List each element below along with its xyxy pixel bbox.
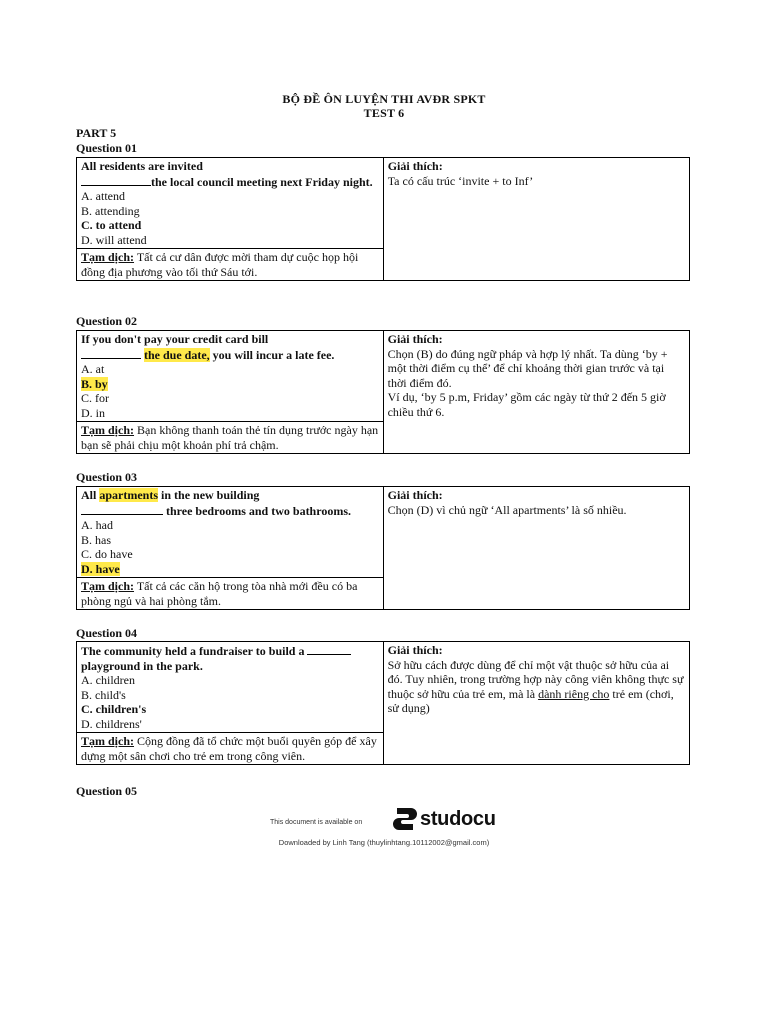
stem-text: playground in the park.: [81, 658, 203, 673]
answer-blank: [307, 643, 351, 655]
stem-text: the local council meeting next Friday night.: [151, 174, 373, 189]
correct-answer-text: B. by: [81, 376, 108, 391]
explanation-cell: [383, 331, 689, 454]
question-label: Question 01: [76, 141, 138, 155]
question-table: [76, 486, 690, 610]
question-stem: [81, 643, 379, 673]
underlined-text: dành riêng cho: [538, 686, 610, 701]
question-label: Question 05: [76, 784, 138, 798]
question-stem: [81, 488, 379, 518]
translation-cell: [77, 733, 384, 765]
translation-label: Tạm dịch:: [81, 579, 135, 593]
question-label: Question 03: [76, 470, 138, 484]
translation-text: Tất cả các căn hộ trong tòa nhà mới đều có ba phòng ngủ và hai phòng tắm.: [81, 579, 358, 608]
translation-text: Bạn không thanh toán thẻ tín dụng trước ngày hạn bạn sẽ phải chịu một khoản phí trả chậm.: [81, 423, 379, 452]
question-stem-cell: [77, 642, 384, 733]
translation-label: Tạm dịch:: [81, 734, 135, 748]
explanation-example: Ví dụ, ‘by 5 p.m, Friday’ gồm các ngày từ thứ 2 đến 5 giờ chiều thứ 6.: [387, 390, 666, 419]
option: B. child's: [81, 687, 126, 702]
explanation-cell: [383, 158, 689, 281]
explanation-label: Giải thích:: [387, 488, 443, 502]
explanation-text-part: Sở hữu cách được dùng để chỉ một vật thuộc sở hữu của ai đó. Tuy nhiên, trong trường hợp này công viên không thực sự thuộc sở hữu của trẻ em, mà là: [387, 657, 684, 701]
stem-text: If you don't pay your credit card bill: [81, 332, 269, 346]
option-correct: [81, 377, 379, 392]
explanation-text: [388, 658, 685, 716]
answer-blank: [81, 174, 151, 186]
document-title: BỘ ĐỀ ÔN LUYỆN THI AVĐR SPKT: [282, 92, 486, 106]
option-correct: [81, 562, 379, 577]
option-correct: C. children's: [81, 702, 147, 716]
stem-text: The community held a fundraiser to build a: [81, 644, 305, 658]
highlighted-text: the due date,: [144, 347, 210, 362]
studocu-logo-icon: [393, 806, 417, 832]
question-stem-cell: [77, 331, 384, 422]
answer-blank: [81, 347, 141, 359]
option: A. children: [81, 673, 135, 687]
explanation-text: Ta có cấu trúc ‘invite + to Inf’: [387, 173, 534, 188]
option: D. in: [81, 405, 105, 420]
available-on-text: This document is available on: [270, 819, 363, 826]
explanation-text-part: trẻ em (chơi, sử dụng): [387, 686, 674, 715]
stem-text: in the new building: [161, 488, 260, 502]
question-label: Question 04: [76, 626, 138, 640]
explanation-cell: [383, 487, 689, 610]
question-table: [76, 330, 690, 454]
translation-cell: [77, 578, 384, 610]
option: D. will attend: [81, 232, 147, 247]
option-correct: C. to attend: [81, 218, 142, 232]
option: B. has: [81, 532, 111, 547]
question-stem: [81, 332, 379, 362]
explanation-text: Chọn (B) do đúng ngữ pháp và hợp lý nhất. Ta dùng ‘by + một thời điểm cụ thể’ để chỉ khoảng thời gian trước và tại thời điểm đó.: [387, 346, 668, 390]
stem-text: you will incur a late fee.: [212, 347, 335, 362]
question-label: Question 02: [76, 314, 138, 328]
explanation-text: Chọn (D) vì chủ ngữ ‘All apartments’ là số nhiều.: [387, 502, 627, 517]
translation-cell: [77, 249, 384, 281]
part-label: PART 5: [76, 126, 117, 140]
highlighted-text: apartments: [99, 488, 159, 502]
question-table: [76, 641, 690, 765]
translation-text: Tất cả cư dân được mời tham dự cuộc họp hội đồng địa phương vào tối thứ Sáu tới.: [81, 250, 359, 279]
correct-answer-text: D. have: [81, 561, 120, 576]
question-table: [76, 157, 690, 281]
stem-text: three bedrooms and two bathrooms.: [166, 503, 352, 518]
question-stem: [81, 159, 379, 189]
downloaded-by-text: Downloaded by Linh Tang (thuylinhtang.10112002@gmail.com): [278, 838, 490, 847]
explanation-cell: [383, 642, 689, 765]
question-stem-cell: [77, 158, 384, 249]
translation-label: Tạm dịch:: [81, 250, 135, 264]
explanation-label: Giải thích:: [387, 159, 443, 173]
option: A. at: [81, 362, 105, 376]
test-subtitle: TEST 6: [363, 106, 405, 120]
translation-text: Cộng đồng đã tổ chức một buổi quyên góp để xây dựng một sân chơi cho trẻ em trong công viên.: [81, 734, 377, 763]
option: C. do have: [81, 547, 133, 561]
option: D. childrens': [81, 716, 142, 731]
translation-cell: [77, 422, 384, 454]
translation-label: Tạm dịch:: [81, 423, 135, 437]
studocu-logo[interactable]: [393, 806, 496, 832]
explanation-label: Giải thích:: [387, 332, 443, 346]
stem-text: All residents are invited: [81, 159, 203, 173]
option: A. attend: [81, 189, 125, 203]
studocu-brand-text: studocu: [420, 807, 496, 830]
answer-blank: [81, 503, 163, 515]
option: A. had: [81, 518, 113, 532]
question-stem-cell: [77, 487, 384, 578]
explanation-label: Giải thích:: [387, 643, 443, 657]
stem-text: All: [81, 488, 97, 502]
option: B. attending: [81, 203, 140, 218]
option: C. for: [81, 391, 109, 405]
